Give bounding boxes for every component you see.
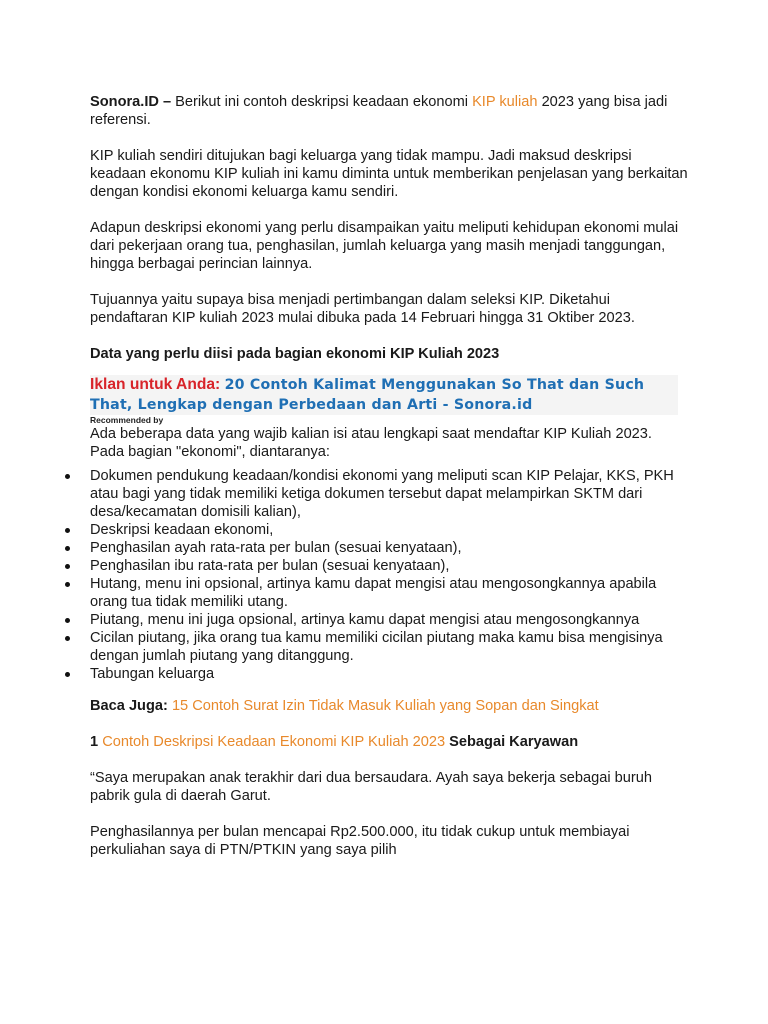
kip-kuliah-link[interactable]: KIP kuliah — [472, 94, 538, 110]
example-paragraph-1: “Saya merupakan anak terakhir dari dua bersaudara. Ayah saya bekerja sebagai buruh pabrik gula di daerah Garut. — [90, 770, 652, 804]
data-requirements-list — [90, 467, 690, 683]
intro-text-after: 2023 yang bisa jadi referensi. — [90, 94, 668, 128]
list-item — [90, 665, 690, 683]
bullet-icon — [65, 582, 70, 587]
bullet-icon — [65, 672, 70, 677]
brand-label: Sonora.ID – — [90, 94, 172, 110]
example-paragraph-2: Penghasilannya per bulan mencapai Rp2.500.000, itu tidak cukup untuk membiayai perkuliahan saya di PTN/PTKIN yang saya pilih — [90, 824, 630, 858]
section-heading: Data yang perlu diisi pada bagian ekonomi KIP Kuliah 2023 — [90, 346, 500, 362]
example-heading-suffix: Sebagai Karyawan — [449, 734, 579, 750]
ad-line — [90, 375, 678, 415]
bullet-icon — [65, 474, 70, 479]
list-item — [90, 467, 690, 521]
bullet-icon — [65, 546, 70, 551]
ad-prefix-label: Iklan untuk Anda: — [90, 376, 221, 393]
baca-juga-label: Baca Juga: — [90, 698, 168, 714]
list-item — [90, 557, 690, 575]
bullet-icon — [65, 636, 70, 641]
baca-juga-line — [90, 697, 690, 715]
list-item-text: Hutang, menu ini opsional, artinya kamu dapat mengisi atau mengosongkannya apabila orang tua tidak memiliki utang. — [90, 576, 657, 610]
list-item-text: Cicilan piutang, jika orang tua kamu memiliki cicilan piutang maka kamu bisa mengisinya dengan jumlah piutang yang ditanggung. — [90, 630, 663, 664]
paragraph-2: Adapun deskripsi ekonomi yang perlu disampaikan yaitu meliputi kehidupan ekonomi mulai dari pekerjaan orang tua, penghasilan, jumlah keluarga yang masih menjadi tanggungan, hingga berbagai perincian lainnya. — [90, 220, 679, 272]
list-item-text: Tabungan keluarga — [90, 666, 215, 682]
list-item-text: Deskripsi keadaan ekonomi, — [90, 522, 274, 538]
baca-juga-link[interactable]: 15 Contoh Surat Izin Tidak Masuk Kuliah yang Sopan dan Singkat — [171, 698, 599, 714]
list-item — [90, 575, 690, 611]
list-item — [90, 539, 690, 557]
bullet-icon — [65, 564, 70, 569]
bullet-icon — [65, 528, 70, 533]
paragraph-1: KIP kuliah sendiri ditujukan bagi keluarga yang tidak mampu. Jadi maksud deskripsi keadaan ekonomu KIP kuliah ini kamu diminta untuk memberikan penjelasan yang berkaitan dengan kondisi ekonomi keluarga kamu sendiri. — [90, 148, 688, 200]
list-item — [90, 629, 690, 665]
list-item — [90, 521, 690, 539]
article-body — [90, 93, 690, 859]
example-heading — [90, 733, 690, 751]
list-item-text: Piutang, menu ini juga opsional, artinya kamu dapat mengisi atau mengosongkannya — [90, 612, 640, 628]
recommended-by-label: Recommended by — [90, 415, 164, 425]
intro-paragraph — [90, 93, 690, 129]
list-item-text: Dokumen pendukung keadaan/kondisi ekonomi yang meliputi scan KIP Pelajar, KKS, PKH atau bagi yang tidak memiliki ketiga dokumen tersebut dapat melampirkan SKTM dari desa/kecamatan domisili kalian), — [90, 468, 674, 520]
example-number: 1 — [90, 734, 99, 750]
list-item — [90, 611, 690, 629]
list-intro-paragraph: Ada beberapa data yang wajib kalian isi atau lengkapi saat mendaftar KIP Kuliah 2023. Pada bagian "ekonomi", diantaranya: — [90, 426, 652, 460]
intro-text-before: Berikut ini contoh deskripsi keadaan ekonomi — [171, 94, 473, 110]
bullet-icon — [65, 618, 70, 623]
paragraph-3: Tujuannya yaitu supaya bisa menjadi pertimbangan dalam seleksi KIP. Diketahui pendaftaran KIP kuliah 2023 mulai dibuka pada 14 Februari hingga 31 Oktiber 2023. — [90, 292, 635, 326]
ad-article-link[interactable]: 20 Contoh Kalimat Menggunakan So That dan Such That, Lengkap dengan Perbedaan dan Arti - Sonora.id — [90, 377, 645, 413]
list-item-text: Penghasilan ayah rata-rata per bulan (sesuai kenyataan), — [90, 540, 462, 556]
list-item-text: Penghasilan ibu rata-rata per bulan (sesuai kenyataan), — [90, 558, 450, 574]
ad-recommendation-box — [90, 375, 678, 415]
example-heading-link[interactable]: Contoh Deskripsi Keadaan Ekonomi KIP Kuliah 2023 — [102, 734, 446, 750]
